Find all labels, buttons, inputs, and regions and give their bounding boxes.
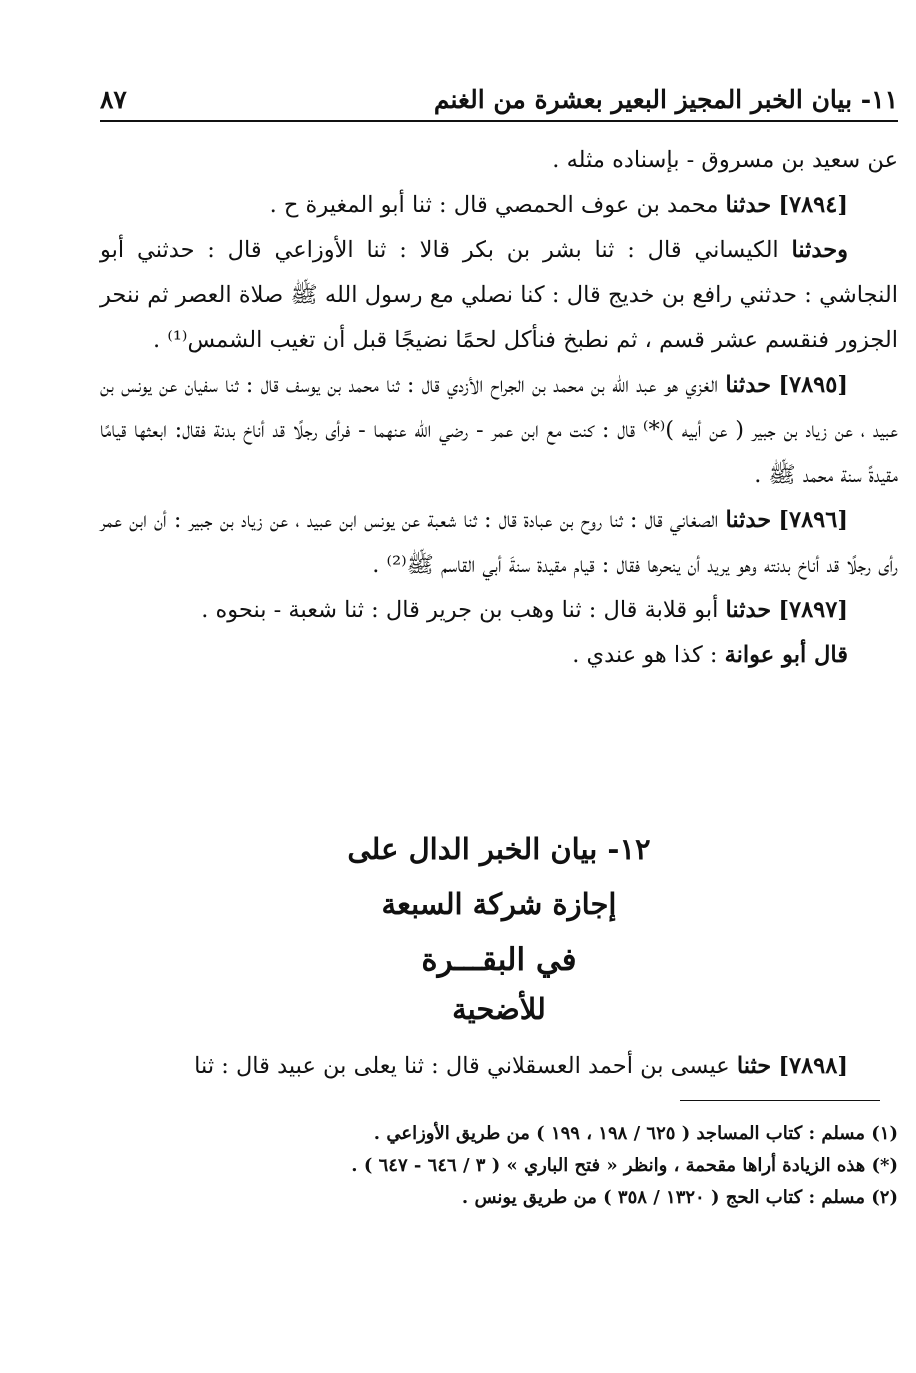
hadith-paragraph	[100, 183, 898, 228]
hadith-lead-word: حدثنا	[725, 192, 772, 218]
hadith-paragraph	[100, 363, 898, 498]
main-text	[100, 138, 898, 678]
paragraph	[100, 138, 898, 183]
header-divider	[100, 120, 898, 122]
hadith-lead-word: قال أبو عوانة	[724, 642, 848, 668]
hadith-paragraph	[100, 228, 898, 363]
hadith-number: [٧٨٩٨]	[778, 1053, 848, 1079]
hadith-lead-word: وحدثنا	[791, 237, 848, 263]
hadith-number: [٧٨٩٦]	[778, 507, 849, 533]
hadith-lead-word: حثنا	[736, 1053, 772, 1079]
hadith-paragraph	[100, 1044, 898, 1089]
section-heading-line: في البقـــرة	[421, 942, 577, 978]
hadith-lead-word: حدثنا	[725, 507, 772, 533]
hadith-number: [٧٨٩٥]	[778, 372, 849, 398]
hadith-number: [٧٨٩٤]	[778, 192, 848, 218]
footnote-divider	[680, 1100, 880, 1101]
hadith-lead-word: حدثنا	[725, 597, 772, 623]
hadith-text: الصغاني قال : ثنا روح بن عبادة قال : ثنا شعبة عن يونس ابن عبيد ، عن زياد بن جبير : أن ابن عمر رأى رجلًا قد أناخ بدنته وهو يريد أن ينحرها فقال : قيام مقيدة سنةَ أبي القاسم ﷺ⁽²⁾ .	[100, 507, 898, 578]
page-header	[100, 64, 898, 114]
paragraph-text: عن سعيد بن مسروق - بإسناده مثله .	[552, 147, 898, 173]
footnotes	[100, 1118, 898, 1214]
hadith-paragraph	[100, 588, 898, 633]
section-heading-line: للأضحية	[452, 992, 546, 1026]
hadith-text: الكيساني قال : ثنا بشر بن بكر قالا : ثنا الأوزاعي قال : حدثني أبو النجاشي : حدثني رافع بن خديج قال : كنا نصلي مع رسول الله ﷺ صلاة العصر ثم ننحر الجزور فنقسم عشر قسم ، ثم نطبخ فنأكل لحمًا نضيجًا قبل أن تغيب الشمس⁽¹⁾ .	[100, 237, 898, 353]
hadith-paragraph	[100, 498, 898, 588]
hadith-lead-word: حدثنا	[725, 372, 772, 398]
hadith-text: الغزي هو عبد الله بن محمد بن الجراح الأزدي قال : ثنا محمد بن يوسف قال : ثنا سفيان عن يونس بن عبيد ، عن زياد بن جبير ( عن أبيه )⁽*⁾ قال : كنت مع ابن عمر - رضي الله عنهما - فرأى رجلًا قد أناخ بدنة فقال: ابعثها قيامًا مقيدةً سنة محمد ﷺ .	[100, 372, 898, 488]
footnote: (٢) مسلم : كتاب الحج ( ١٣٢٠ / ٣٥٨ ) من طريق يونس .	[461, 1187, 898, 1208]
hadith-text: أبو قلابة قال : ثنا وهب بن جرير قال : ثنا شعبة - بنحوه .	[201, 597, 719, 623]
hadith-text: محمد بن عوف الحمصي قال : ثنا أبو المغيرة ح .	[269, 192, 719, 218]
hadith-text: : كذا هو عندي .	[572, 642, 718, 668]
hadith-paragraph	[100, 633, 898, 678]
running-title: ١١- بيان الخبر المجيز البعير بعشرة من الغنم	[433, 85, 898, 114]
footnote: (*) هذه الزيادة أراها مقحمة ، وانظر « فتح الباري » ( ٣ / ٦٤٦ - ٦٤٧ ) .	[351, 1155, 898, 1176]
footnote: (١) مسلم : كتاب المساجد ( ٦٢٥ / ١٩٨ ، ١٩٩ ) من طريق الأوزاعي .	[373, 1123, 898, 1144]
hadith-text: عيسى بن أحمد العسقلاني قال : ثنا يعلى بن عبيد قال : ثنا	[194, 1053, 730, 1079]
hadith-number: [٧٨٩٧]	[778, 597, 848, 623]
page-number: ٨٧	[100, 85, 127, 114]
section-heading-line: ١٢- بيان الخبر الدال على	[347, 832, 651, 866]
section-heading-line: إجازة شركة السبعة	[381, 887, 617, 921]
